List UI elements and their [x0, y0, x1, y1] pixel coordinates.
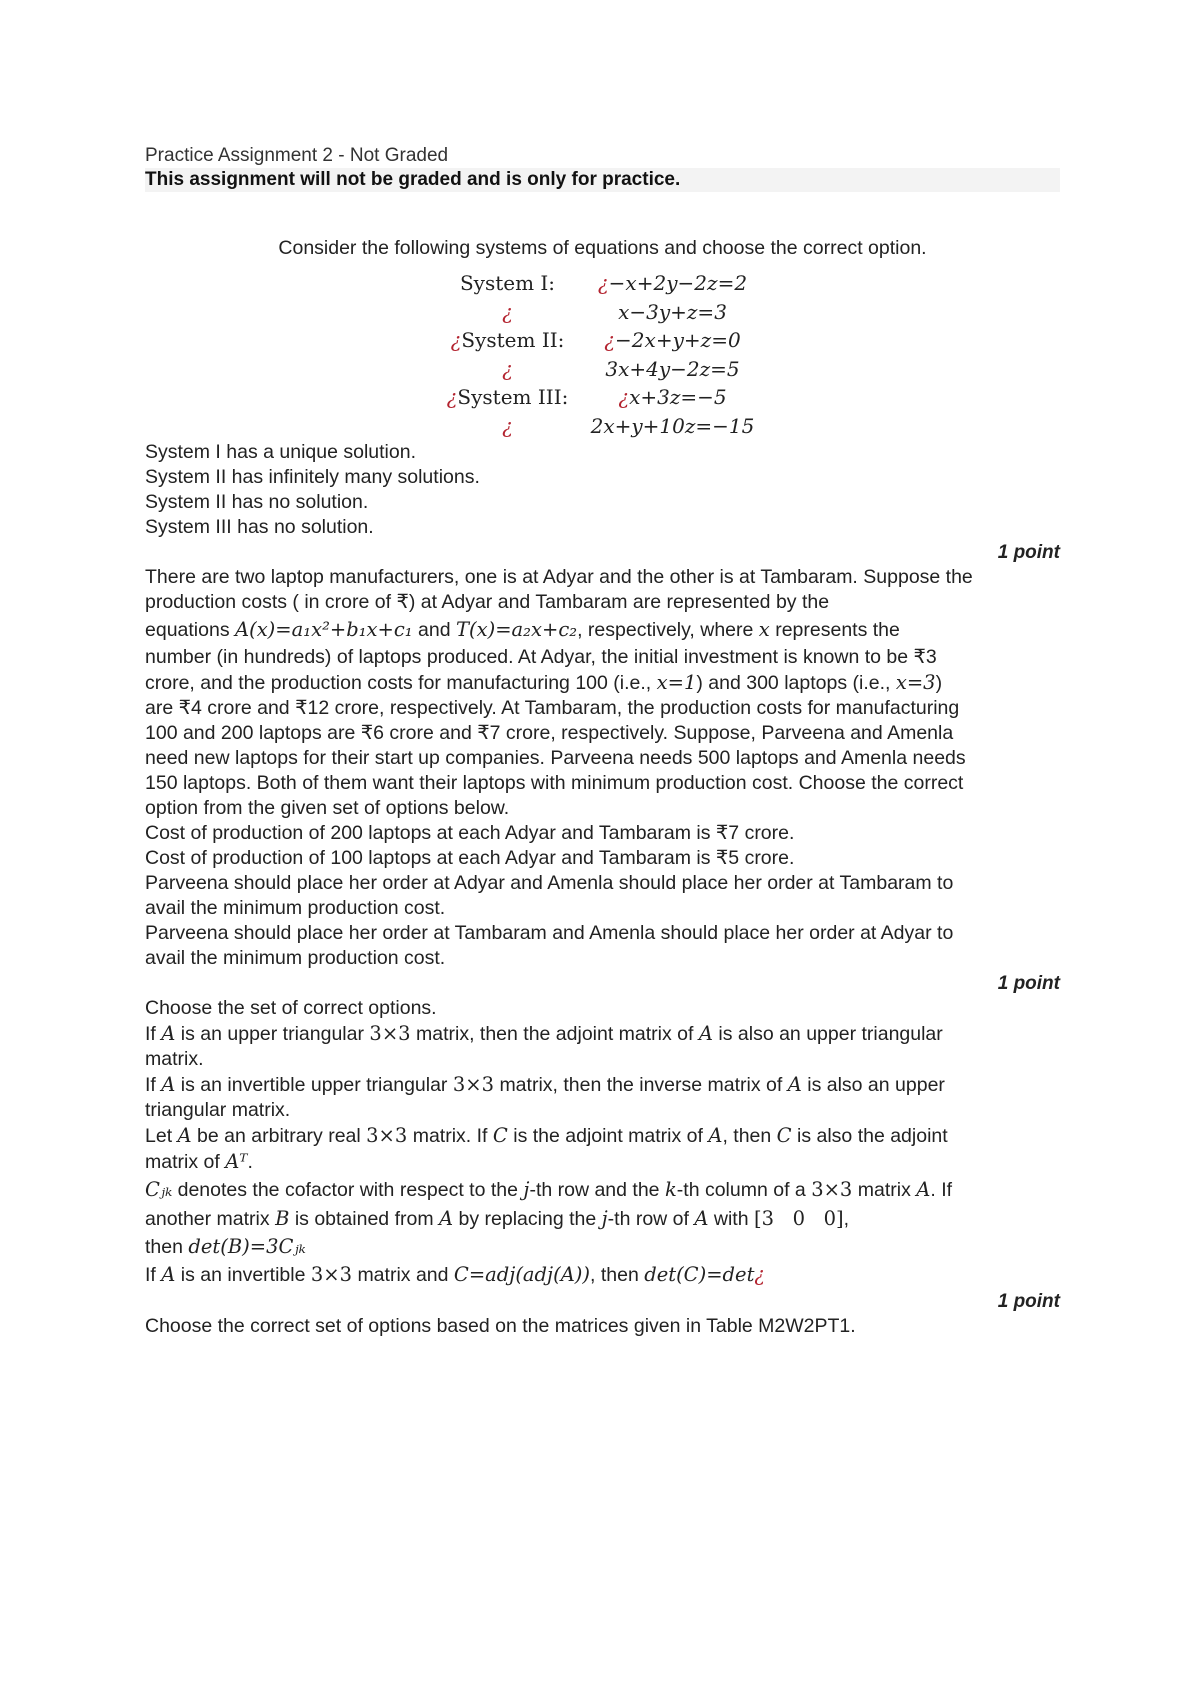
system-label: ¿ — [502, 356, 513, 381]
q2-text: 100 and 200 laptops are ₹6 crore and ₹7 crore, respectively. Suppose, Parveena and Amenla — [145, 722, 954, 744]
assignment-page — [145, 144, 1060, 1339]
q2-text: number (in hundreds) of laptops produced. At Adyar, the initial investment is known to be ₹3 — [145, 646, 937, 668]
system-equation: ¿−2x+y+z=0 — [604, 328, 741, 353]
system-label: ¿ — [502, 413, 513, 438]
q3-points: 1 point — [997, 1291, 1060, 1312]
question-2 — [145, 565, 1060, 996]
q3-option[interactable]: Let A be an arbitrary real 3×3 matrix. If C is the adjoint matrix of A, then C is also the adjoint matrix of Aᵀ. — [145, 1124, 948, 1173]
system-label: ¿System II: — [450, 328, 565, 353]
question-3 — [145, 996, 1060, 1314]
q4-prompt: Choose the correct set of options based on the matrices given in Table M2W2PT1. — [145, 1315, 856, 1337]
q1-options — [145, 440, 1060, 540]
q1-systems — [438, 269, 768, 440]
q3-option[interactable]: Cⱼₖ denotes the cofactor with respect to the j-th row and the k-th column of a 3×3 matrix A. If another matrix B is obtained from A by replacing the j-th row of A with [3 0 0], then det(B)=3Cⱼₖ — [145, 1178, 953, 1258]
q1-option[interactable]: System II has no solution. — [145, 491, 369, 513]
system-row — [438, 269, 768, 298]
q2-text: There are two laptop manufacturers, one is at Adyar and the other is at Tambaram. Suppose the — [145, 566, 973, 588]
q3-option[interactable]: If A is an invertible 3×3 matrix and C=adj(adj(A)), then det(C)=det¿ — [145, 1263, 765, 1286]
system-row — [438, 326, 768, 355]
q3-option[interactable]: If A is an invertible upper triangular 3×3 matrix, then the inverse matrix of A is also an upper triangular matrix. — [145, 1073, 945, 1121]
q2-option-cont: avail the minimum production cost. — [145, 947, 446, 969]
q1-option[interactable]: System II has infinitely many solutions. — [145, 466, 480, 488]
q2-text: equations A(x)=a₁x²+b₁x+c₁ and T(x)=a₂x+c₂, respectively, where x represents the — [145, 618, 900, 641]
q2-text: production costs ( in crore of ₹) at Adyar and Tambaram are represented by the — [145, 591, 830, 613]
system-label: System I: — [459, 271, 556, 296]
system-equation: 2x+y+10z=−15 — [590, 413, 755, 438]
q1-option[interactable]: System I has a unique solution. — [145, 441, 416, 463]
q2-option[interactable]: Cost of production of 200 laptops at each Adyar and Tambaram is ₹7 crore. — [145, 822, 795, 844]
system-row — [438, 383, 768, 412]
system-label: ¿ — [502, 299, 513, 324]
q2-text: are ₹4 crore and ₹12 crore, respectively. At Tambaram, the production costs for manufacturing — [145, 697, 960, 719]
q2-text: 150 laptops. Both of them want their laptops with minimum production cost. Choose the correct — [145, 772, 964, 794]
system-equation: 3x+4y−2z=5 — [605, 356, 740, 381]
q2-option[interactable]: Cost of production of 100 laptops at each Adyar and Tambaram is ₹5 crore. — [145, 847, 795, 869]
system-equation: ¿x+3z=−5 — [618, 385, 727, 410]
q2-option[interactable]: Parveena should place her order at Tambaram and Amenla should place her order at Adyar to — [145, 922, 954, 944]
system-row — [438, 298, 768, 327]
q1-points: 1 point — [997, 542, 1060, 563]
system-row — [438, 355, 768, 384]
eq-tambaram: T(x)=a₂x+c₂ — [456, 618, 578, 641]
q2-option-cont: avail the minimum production cost. — [145, 897, 446, 919]
q1-option[interactable]: System III has no solution. — [145, 516, 374, 538]
assignment-title: Practice Assignment 2 - Not Graded — [145, 145, 449, 166]
q2-text: need new laptops for their start up companies. Parveena needs 500 laptops and Amenla needs — [145, 747, 966, 769]
assignment-subtitle: This assignment will not be graded and is only for practice. — [145, 168, 1060, 192]
q3-option[interactable]: If A is an upper triangular 3×3 matrix, then the adjoint matrix of A is also an upper triangular matrix. — [145, 1022, 943, 1070]
system-label: ¿System III: — [446, 385, 569, 410]
system-equation: ¿−x+2y−2z=2 — [597, 271, 748, 296]
system-row — [438, 412, 768, 441]
system-equation: x−3y+z=3 — [618, 299, 727, 324]
q3-prompt: Choose the set of correct options. — [145, 997, 437, 1019]
question-1 — [145, 236, 1060, 565]
q2-text: crore, and the production costs for manufacturing 100 (i.e., x=1) and 300 laptops (i.e., x=3) — [145, 671, 943, 694]
eq-adyar: A(x)=a₁x²+b₁x+c₁ — [235, 618, 413, 641]
q2-points: 1 point — [997, 973, 1060, 994]
q2-option[interactable]: Parveena should place her order at Adyar and Amenla should place her order at Tambaram to — [145, 872, 954, 894]
q1-prompt: Consider the following systems of equations and choose the correct option. — [278, 237, 927, 259]
question-4 — [145, 1314, 1060, 1339]
q2-text: option from the given set of options below. — [145, 797, 510, 819]
